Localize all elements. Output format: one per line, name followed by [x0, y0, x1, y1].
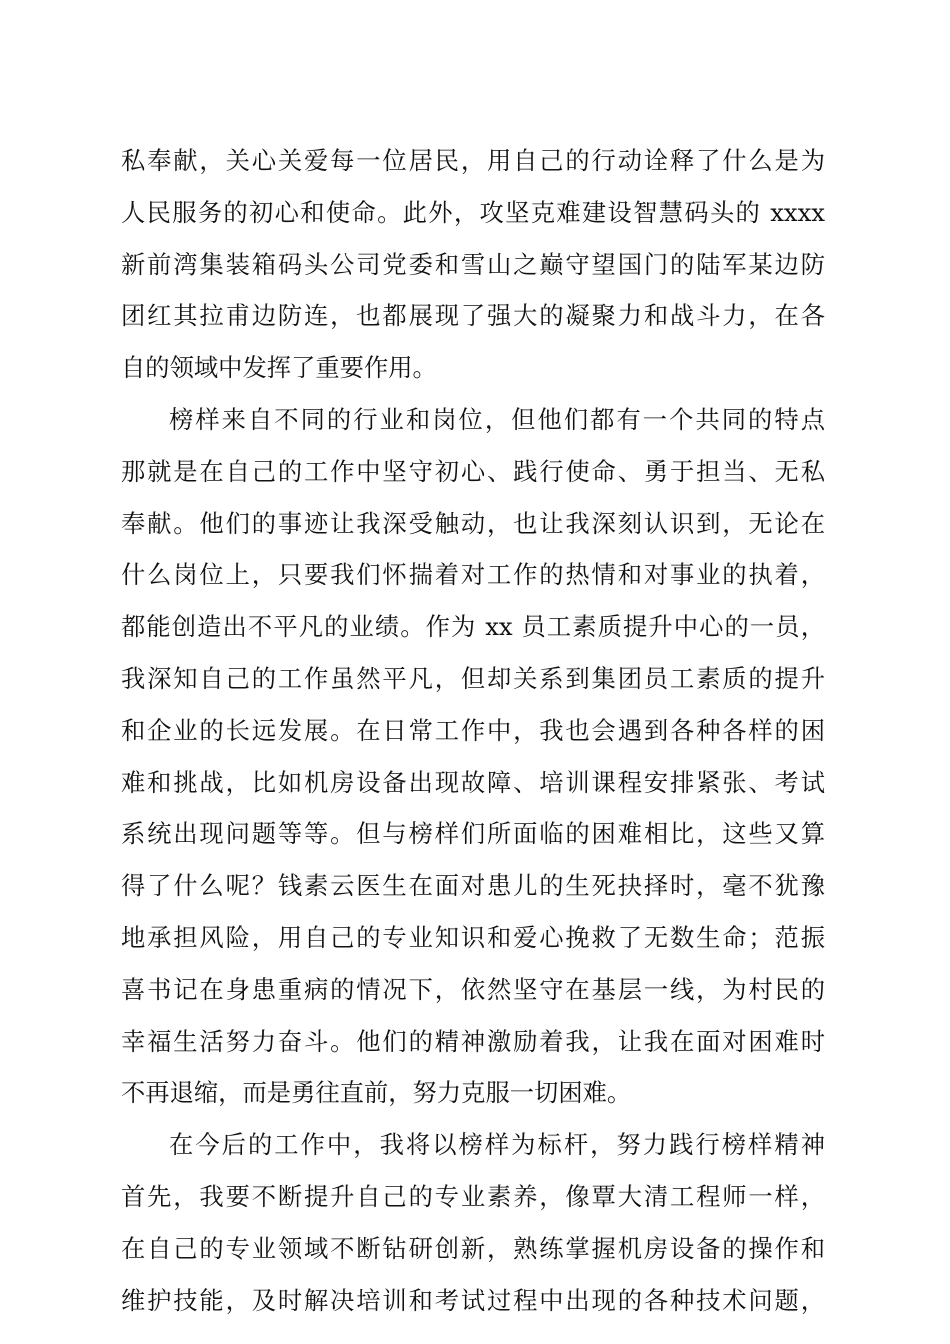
paragraph-3-line: 首先，我要不断提升自己的专业素养，像覃大清工程师一样， — [121, 1181, 825, 1211]
paragraph-2-line: 得了什么呢？钱素云医生在面对患儿的生死抉择时，毫不犹豫 — [121, 871, 825, 901]
paragraph-1-line: 团红其拉甫边防连，也都展现了强大的凝聚力和战斗力，在各 — [121, 301, 825, 331]
paragraph-2-line: 榜样来自不同的行业和岗位，但他们都有一个共同的特点 — [169, 404, 825, 434]
paragraph-3-line: 维护技能，及时解决培训和考试过程中出现的各种技术问题， — [121, 1285, 825, 1315]
paragraph-3-line: 在今后的工作中，我将以榜样为标杆，努力践行榜样精神 — [169, 1130, 825, 1160]
paragraph-2-line: 和企业的长远发展。在日常工作中，我也会遇到各种各样的困 — [121, 715, 825, 745]
document-body — [121, 141, 825, 1332]
paragraph-1-line: 自的领域中发挥了重要作用。 — [121, 353, 437, 383]
paragraph-2-line: 幸福生活努力奋斗。他们的精神激励着我，让我在面对困难时 — [121, 1026, 825, 1056]
paragraph-2-line: 奉献。他们的事迹让我深受触动，也让我深刻认识到，无论在 — [121, 508, 825, 538]
paragraph-1-line: 人民服务的初心和使命。此外，攻坚克难建设智慧码头的 xxxx — [121, 197, 825, 227]
paragraph-1-line: 私奉献，关心关爱每一位居民，用自己的行动诠释了什么是为 — [121, 146, 825, 175]
paragraph-2-line: 那就是在自己的工作中坚守初心、践行使命、勇于担当、无私 — [121, 456, 825, 486]
paragraph-2-line: 什么岗位上，只要我们怀揣着对工作的热情和对事业的执着， — [121, 560, 825, 590]
paragraph-2-line: 不再退缩，而是勇往直前，努力克服一切困难。 — [121, 1078, 632, 1108]
paragraph-3-line: 在自己的专业领域不断钻研创新，熟练掌握机房设备的操作和 — [121, 1233, 825, 1263]
paragraph-1-line: 新前湾集装箱码头公司党委和雪山之巅守望国门的陆军某边防 — [121, 249, 825, 279]
paragraph-2-line: 难和挑战，比如机房设备出现故障、培训课程安排紧张、考试 — [121, 767, 825, 797]
paragraph-2-line: 系统出现问题等等。但与榜样们所面临的困难相比，这些又算 — [121, 819, 825, 849]
paragraph-2-line: 我深知自己的工作虽然平凡，但却关系到集团员工素质的提升 — [121, 663, 825, 693]
paragraph-2-line: 喜书记在身患重病的情况下，依然坚守在基层一线，为村民的 — [121, 974, 825, 1004]
paragraph-2-line: 都能创造出不平凡的业绩。作为 xx 员工素质提升中心的一员， — [121, 612, 825, 642]
paragraph-2-line: 地承担风险，用自己的专业知识和爱心挽救了无数生命；范振 — [121, 922, 825, 952]
